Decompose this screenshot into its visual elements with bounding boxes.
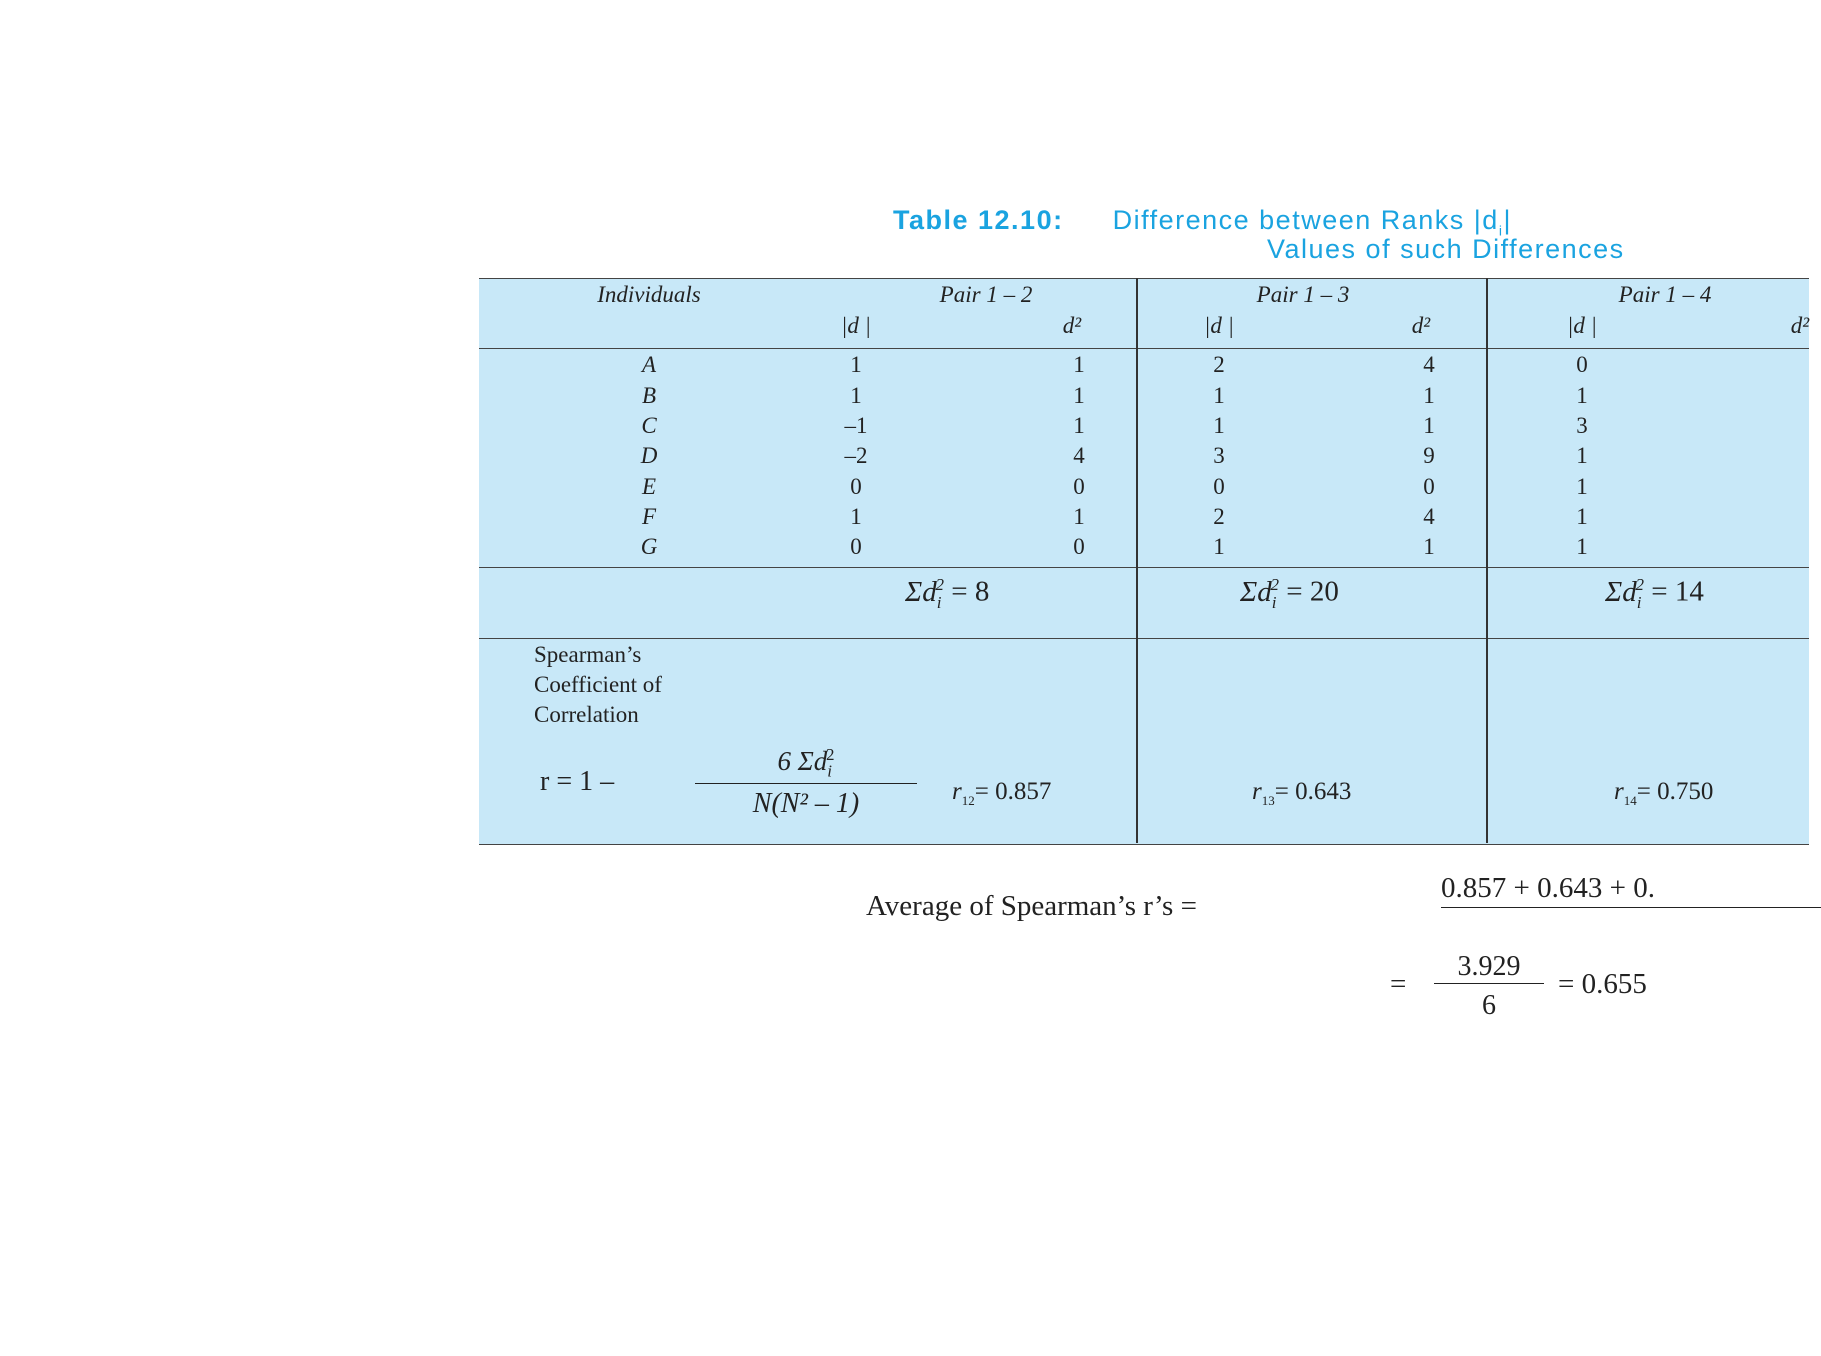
r12-value: $r_{12}= 0.857$ bbox=[952, 778, 1052, 808]
table-cell: 1 bbox=[1423, 383, 1435, 408]
individual-label: A bbox=[641, 352, 657, 377]
formula-lhs: r = 1 – bbox=[540, 766, 615, 797]
divider bbox=[479, 638, 1809, 639]
table-cell: –1 bbox=[844, 413, 868, 438]
table-cell: 1 bbox=[850, 504, 862, 529]
table-cell: 3 bbox=[1213, 443, 1225, 468]
r13-value: $r_{13}= 0.643$ bbox=[1252, 778, 1352, 808]
table-cell: 1 bbox=[1423, 534, 1435, 559]
individual-label: E bbox=[641, 474, 657, 499]
header-d-sq: d² bbox=[1062, 313, 1082, 338]
table-cell: 0 bbox=[1073, 474, 1085, 499]
average-numerator: 0.857 + 0.643 + 0. bbox=[1441, 872, 1821, 908]
table-cell: 9 bbox=[1423, 443, 1435, 468]
r14-value: $r_{14}= 0.750$ bbox=[1614, 778, 1714, 808]
sum-d-sq-1-2: $\Sigma d_i^2 = 8$ bbox=[905, 575, 990, 612]
header-pair-1-3: Pair 1 – 3 bbox=[1256, 282, 1350, 307]
table-cell: 1 bbox=[1423, 413, 1435, 438]
divider bbox=[479, 567, 1809, 568]
average-result: = 0.655 bbox=[1558, 968, 1647, 1000]
table-cell: 1 bbox=[850, 352, 862, 377]
ranks-table bbox=[479, 278, 1809, 845]
table-cell: 1 bbox=[850, 383, 862, 408]
table-cell: 1 bbox=[1576, 504, 1588, 529]
table-cell: 1 bbox=[1073, 352, 1085, 377]
caption-end: | bbox=[1503, 205, 1512, 235]
individual-label: B bbox=[641, 383, 657, 408]
spearman-label-2: Coefficient of bbox=[534, 672, 662, 697]
individual-label: D bbox=[640, 443, 658, 468]
column-divider bbox=[1486, 278, 1488, 843]
header-individuals: Individuals bbox=[597, 282, 701, 307]
table-cell: 2 bbox=[1213, 504, 1225, 529]
average-label: Average of Spearman’s r’s = bbox=[866, 890, 1197, 922]
table-cell: 0 bbox=[1213, 474, 1225, 499]
table-cell: 3 bbox=[1576, 413, 1588, 438]
table-cell: 1 bbox=[1073, 383, 1085, 408]
caption-line2: Values of such Differences bbox=[1267, 234, 1625, 264]
header-d-sq: d² bbox=[1790, 313, 1810, 338]
table-number: Table 12.10: bbox=[893, 205, 1064, 235]
table-cell: 0 bbox=[850, 474, 862, 499]
header-abs-d: |d | bbox=[1204, 313, 1234, 338]
table-cell: 4 bbox=[1423, 504, 1435, 529]
header-abs-d: |d | bbox=[841, 313, 871, 338]
table-cell: 1 bbox=[1576, 534, 1588, 559]
spearman-label-1: Spearman’s bbox=[534, 642, 642, 667]
divider bbox=[479, 348, 1809, 349]
table-cell: 1 bbox=[1213, 534, 1225, 559]
average-frac-num: 3.929 bbox=[1434, 951, 1544, 984]
table-cell: 0 bbox=[1423, 474, 1435, 499]
header-pair-1-4: Pair 1 – 4 bbox=[1618, 282, 1712, 307]
column-divider bbox=[1136, 278, 1138, 843]
table-cell: 1 bbox=[1576, 443, 1588, 468]
table-cell: 1 bbox=[1073, 413, 1085, 438]
spearman-label-3: Correlation bbox=[534, 702, 639, 727]
sum-d-sq-1-4: $\Sigma d_i^2 = 14$ bbox=[1605, 575, 1704, 612]
table-cell: 4 bbox=[1423, 352, 1435, 377]
table-cell: 1 bbox=[1576, 474, 1588, 499]
header-pair-1-2: Pair 1 – 2 bbox=[939, 282, 1033, 307]
formula-numerator: 6 $\Sigma d_i^2$ bbox=[695, 745, 917, 784]
header-d-sq: d² bbox=[1411, 313, 1431, 338]
individual-label: C bbox=[641, 413, 657, 438]
table-cell: 2 bbox=[1213, 352, 1225, 377]
table-cell: 0 bbox=[1576, 352, 1588, 377]
caption-line1: Difference between Ranks |d bbox=[1112, 205, 1499, 235]
individual-label: G bbox=[640, 534, 658, 559]
table-cell: 1 bbox=[1073, 504, 1085, 529]
table-cell: –2 bbox=[844, 443, 868, 468]
header-abs-d: |d | bbox=[1567, 313, 1597, 338]
individual-label: F bbox=[641, 504, 657, 529]
equals: = bbox=[1390, 968, 1407, 1000]
table-cell: 4 bbox=[1073, 443, 1085, 468]
table-cell: 1 bbox=[1213, 383, 1225, 408]
sum-d-sq-1-3: $\Sigma d_i^2 = 20$ bbox=[1240, 575, 1339, 612]
table-cell: 0 bbox=[1073, 534, 1085, 559]
average-frac-den: 6 bbox=[1482, 990, 1496, 1021]
table-cell: 1 bbox=[1576, 383, 1588, 408]
table-cell: 1 bbox=[1213, 413, 1225, 438]
table-cell: 0 bbox=[850, 534, 862, 559]
formula-denominator: N(N² – 1) bbox=[752, 788, 860, 819]
caption-sub: i bbox=[1498, 222, 1504, 239]
